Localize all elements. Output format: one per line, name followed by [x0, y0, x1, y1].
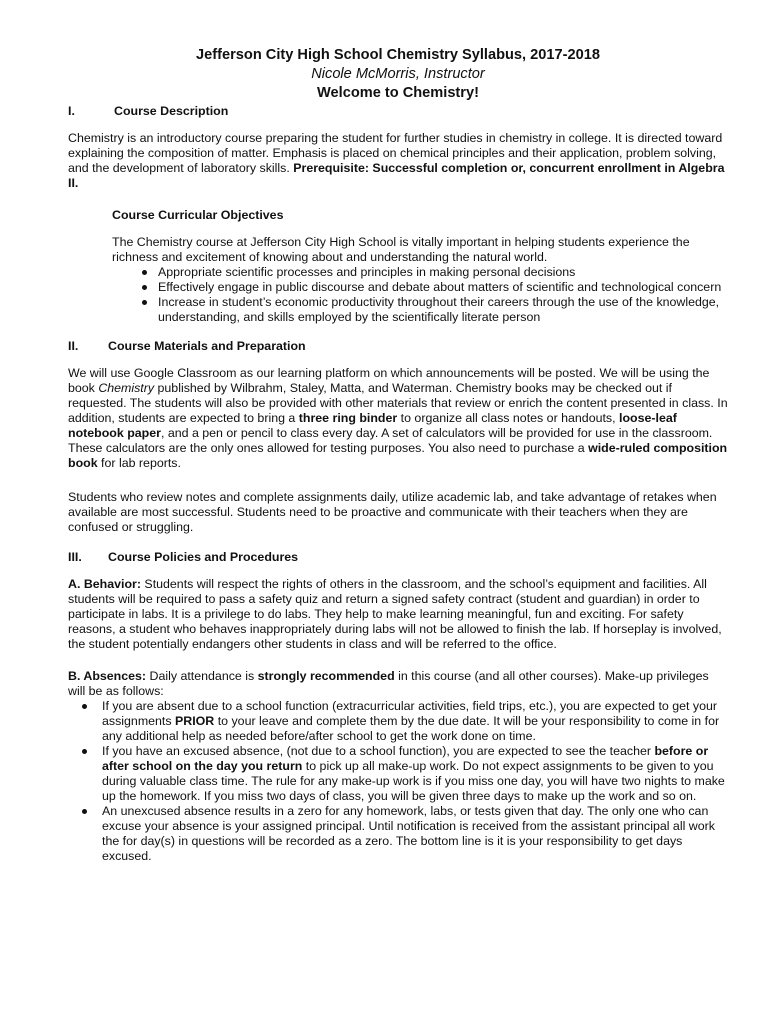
title-block — [68, 46, 728, 103]
materials-text: for lab reports. — [97, 456, 181, 470]
document-title: Jefferson City High School Chemistry Syllabus, 2017-2018 — [196, 47, 600, 63]
behavior-text: Students will respect the rights of others in the classroom, and the school’s equipment and facilities. All students will be required to pass a safety quiz and return a signed safety contract (student and guardian) in order to participate in labs. It is a privilege to do labs. They help to make learning meaningful, fun and exciting. For safety reasons, a student who behaves inappropriately during labs will not be allowed to finish the lab. If horseplay is involved, the student potentially endangers other students in class and will be referred to the office. — [68, 577, 722, 651]
list-item-text: to pick up all make-up work. Do not expect assignments to be given to you during valuable class time. The rule for any make-up work is if you miss one day, you will have two nights to make up the homework. If you miss two days of class, you will be given three days to make up the work and so on. — [102, 759, 725, 803]
absences-label: B. Absences: — [68, 669, 147, 683]
list-item: Appropriate scientific processes and principles in making personal decisions — [112, 265, 728, 280]
instructor-line: Nicole McMorris, Instructor — [311, 66, 485, 82]
absences-text: in this course (and all other courses). Make-up privileges will be as follows: — [68, 669, 709, 698]
section-title: Course Policies and Procedures — [108, 550, 299, 564]
list-item — [68, 699, 728, 744]
course-description-paragraph — [68, 131, 728, 191]
objectives-heading: Course Curricular Objectives — [112, 208, 284, 222]
attendance-emphasis: strongly recommended — [257, 669, 395, 683]
section-number: III. — [68, 550, 82, 564]
syllabus-page — [68, 46, 728, 864]
behavior-label: A. Behavior: — [68, 577, 141, 591]
section-number: II. — [68, 339, 79, 353]
prerequisite-text: Prerequisite: Successful completion or, concurrent enrollment in Algebra II. — [68, 161, 725, 190]
success-paragraph: Students who review notes and complete assignments daily, utilize academic lab, and take advantage of retakes when available are most successful. Students need to be proactive and communicate with their teachers when they are confused or struggling. — [68, 490, 717, 534]
objectives-list — [112, 265, 728, 325]
absences-text: Daily attendance is — [146, 669, 258, 683]
section-title: Course Description — [114, 104, 229, 118]
materials-text: published by Wilbrahm, Staley, Matta, and Waterman. Chemistry books may be checked out if requested. The students will also be provided with other materials that review or enrich the content presented in class. In addition, students are expected to bring a — [68, 381, 728, 425]
list-item-text: If you are absent due to a school function (extracurricular activities, field trips, etc.), you are expected to get your assignments — [102, 699, 718, 728]
composition-book-requirement: wide-ruled composition book — [68, 441, 728, 470]
materials-text: We will use Google Classroom as our learning platform on which announcements will be posted. We will be using the book — [68, 366, 710, 395]
behavior-paragraph — [68, 577, 728, 652]
list-item: Increase in student’s economic productivity throughout their careers through the use of the knowledge, understanding, and skills employed by the scientifically literate person — [112, 295, 728, 325]
materials-paragraph — [68, 366, 728, 471]
section-number: I. — [68, 104, 75, 118]
list-item — [68, 744, 728, 804]
prior-emphasis: PRIOR — [175, 714, 215, 728]
return-day-emphasis: before or after school on the day you return — [102, 744, 709, 773]
section-heading-course-description — [68, 104, 728, 119]
book-title: Chemistry — [98, 381, 155, 395]
paper-requirement: loose-leaf notebook paper — [68, 411, 677, 440]
objectives-block — [112, 208, 728, 325]
materials-text: , and a pen or pencil to class every day. A set of calculators will be provided for use in the classroom. These calculators are the only ones allowed for testing purposes. You also need to purchase a — [68, 426, 713, 455]
list-item-text: If you have an excused absence, (not due to a school function), you are expected to see the teacher — [102, 744, 655, 758]
description-text: Chemistry is an introductory course preparing the student for further studies in chemistry in college. It is directed toward explaining the composition of matter. Emphasis is placed on chemical principles and their application, problem solving, and the development of laboratory skills. — [68, 131, 723, 175]
list-item: An unexcused absence results in a zero for any homework, labs, or tests given that day. The only one who can excuse your absence is your assigned principal. Until notification is received from the assistant principal all work the for day(s) in questions will be recorded as a zero. The bottom line is it is your responsibility to get days excused. — [68, 804, 728, 864]
list-item: Effectively engage in public discourse and debate about matters of scientific and technological concern — [112, 280, 728, 295]
materials-text: to organize all class notes or handouts, — [397, 411, 620, 425]
objectives-intro: The Chemistry course at Jefferson City High School is vitally important in helping students experience the richness and excitement of knowing about and understanding the natural world. — [112, 235, 690, 264]
section-heading-course-policies — [68, 550, 728, 565]
section-heading-course-materials — [68, 339, 728, 354]
section-title: Course Materials and Preparation — [108, 339, 306, 353]
binder-requirement: three ring binder — [298, 411, 398, 425]
absences-list — [68, 699, 728, 864]
list-item-text: to your leave and complete them by the due date. It will be your responsibility to come in for any additional help as needed before/after school to get the work done on time. — [102, 714, 720, 743]
welcome-heading: Welcome to Chemistry! — [317, 85, 479, 101]
absences-paragraph — [68, 669, 728, 699]
